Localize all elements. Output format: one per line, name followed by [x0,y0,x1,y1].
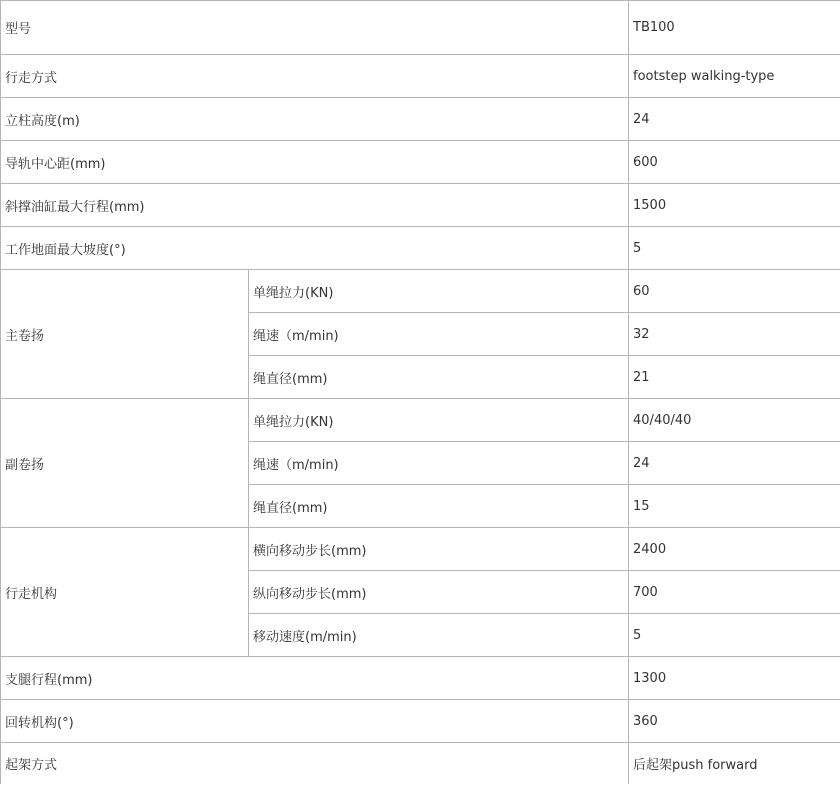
sub-value-walking-lateral-step: 2400 [629,528,840,571]
table-row [1,743,840,785]
sub-value-walking-longitudinal-step: 700 [629,571,840,614]
sub-label-aux-winch-pull: 单绳拉力(KN) [249,399,629,442]
group-label-walking-mech: 行走机构 [1,528,249,657]
table-row [1,98,840,141]
table-row [1,528,840,571]
row-label-leg-stroke: 支腿行程(mm) [1,657,629,700]
table-row [1,399,840,442]
row-label-guide-center: 导轨中心距(mm) [1,141,629,184]
sub-label-walking-lateral-step: 横向移动步长(mm) [249,528,629,571]
row-label-slewing: 回转机构(°) [1,700,629,743]
row-label-model: 型号 [1,1,629,55]
sub-value-aux-winch-diameter: 15 [629,485,840,528]
sub-label-main-winch-diameter: 绳直径(mm) [249,356,629,399]
sub-value-main-winch-diameter: 21 [629,356,840,399]
sub-label-walking-longitudinal-step: 纵向移动步长(mm) [249,571,629,614]
sub-label-main-winch-pull: 单绳拉力(KN) [249,270,629,313]
group-label-aux-winch: 副卷扬 [1,399,249,528]
row-value-leg-stroke: 1300 [629,657,840,700]
table-row [1,141,840,184]
row-label-column-height: 立柱高度(m) [1,98,629,141]
row-label-brace-stroke: 斜撑油缸最大行程(mm) [1,184,629,227]
row-label-max-slope: 工作地面最大坡度(°) [1,227,629,270]
table-row [1,657,840,700]
table-row [1,700,840,743]
sub-value-aux-winch-speed: 24 [629,442,840,485]
row-value-model: TB100 [629,1,840,55]
sub-label-main-winch-speed: 绳速（m/min) [249,313,629,356]
table-row [1,227,840,270]
row-label-travel-mode: 行走方式 [1,55,629,98]
sub-value-walking-speed: 5 [629,614,840,657]
row-value-slewing: 360 [629,700,840,743]
sub-value-main-winch-pull: 60 [629,270,840,313]
sub-value-main-winch-speed: 32 [629,313,840,356]
row-value-column-height: 24 [629,98,840,141]
row-value-travel-mode: footstep walking-type [629,55,840,98]
row-value-guide-center: 600 [629,141,840,184]
sub-label-walking-speed: 移动速度(m/min) [249,614,629,657]
sub-label-aux-winch-speed: 绳速（m/min) [249,442,629,485]
sub-value-aux-winch-pull: 40/40/40 [629,399,840,442]
table-row [1,55,840,98]
row-value-max-slope: 5 [629,227,840,270]
table-row [1,270,840,313]
sub-label-aux-winch-diameter: 绳直径(mm) [249,485,629,528]
row-value-erection: 后起架push forward [629,743,840,785]
row-label-erection: 起架方式 [1,743,629,785]
group-label-main-winch: 主卷扬 [1,270,249,399]
table-row [1,1,840,55]
row-value-brace-stroke: 1500 [629,184,840,227]
table-row [1,184,840,227]
